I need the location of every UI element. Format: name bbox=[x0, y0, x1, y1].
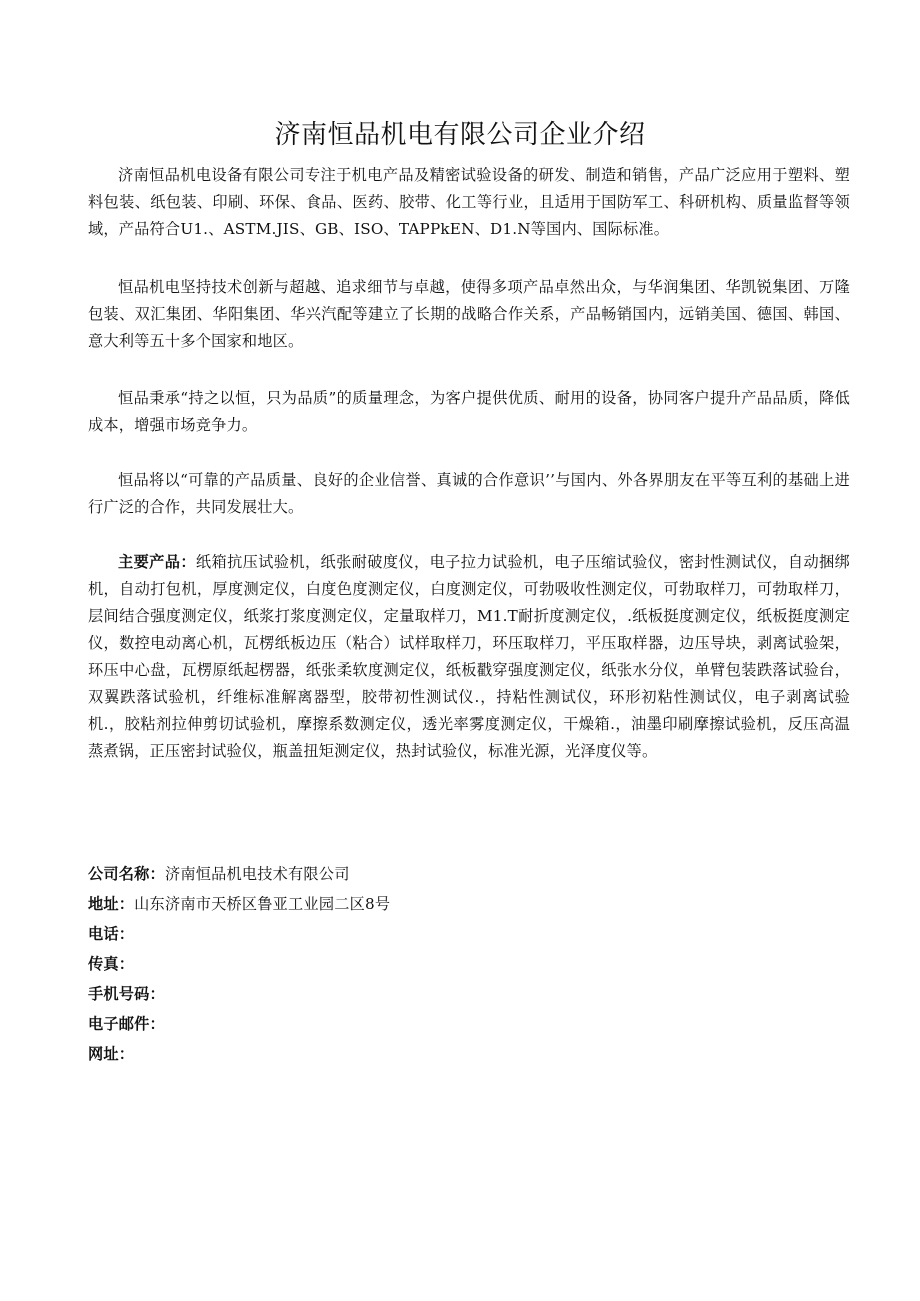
products-list: 纸箱抗压试验机，纸张耐破度仪，电子拉力试验机，电子压缩试验仪，密封性测试仪，自动捆绑机，自动打包机，厚度测定仪，白度色度测定仪，白度测定仪，可勃吸收性测定仪，可勃取样刀，可勃取样刀，层间结合强度测定仪，纸浆打浆度测定仪，定量取样刀，M1.T耐折度测定仪，.纸板挺度测定仪，纸板挺度测定仪，数控电动离心机，瓦楞纸板边压（粘合）试样取样刀，环压取样刀，平压取样器，边压导块，剥离试验架，环压中心盘，瓦楞原纸起楞器，纸张柔软度测定仪，纸板戳穿强度测定仪，纸张水分仪，单臂包装跌落试验台，双翼跌落试验机，纤维标准解离器型，胶带初性测试仪.，持粘性测试仪，环形初粘性测试仪，电子剥离试验机.，胶粘剂拉伸剪切试验机，摩擦系数测定仪，透光率雾度测定仪，干燥箱.，油墨印刷摩擦试验机，反压高温蒸煮锅，正压密封试验仪，瓶盖扭矩测定仪，热封试验仪，标准光源，光泽度仪等。 bbox=[88, 553, 851, 760]
website-line bbox=[88, 1039, 850, 1069]
address-line bbox=[88, 889, 850, 919]
quality-paragraph: 恒品秉承“持之以恒，只为品质”的质量理念，为客户提供优质、耐用的设备，协同客户提升产品品质，降低成本，增强市场竞争力。 bbox=[88, 389, 850, 434]
mobile-label: 手机号码： bbox=[88, 985, 165, 1003]
fax-label: 传真： bbox=[88, 955, 135, 973]
website-label: 网址： bbox=[88, 1045, 135, 1063]
mobile-line bbox=[88, 979, 850, 1009]
intro-paragraph: 济南恒品机电设备有限公司专注于机电产品及精密试验设备的研发、制造和销售，产品广泛应用于塑料、塑料包装、纸包装、印刷、环保、食品、医药、胶带、化工等行业，且适用于国防军工、科研机构、质量监督等领域，产品符合U1.、ASTM.JIS、GB、ISO、TAPPkEN、D1.N等国内、国际标准。 bbox=[88, 166, 850, 238]
page-title: 济南恒品机电有限公司企业介绍 bbox=[274, 120, 646, 150]
address-value: 山东济南市天桥区鲁亚工业园二区8号 bbox=[134, 895, 391, 913]
phone-label: 电话： bbox=[88, 925, 135, 943]
fax-line bbox=[88, 949, 850, 979]
company-name-label: 公司名称： bbox=[88, 865, 165, 883]
email-label: 电子邮件： bbox=[88, 1015, 165, 1033]
products-label: 主要产品： bbox=[118, 553, 196, 571]
products-paragraph bbox=[88, 549, 850, 765]
phone-line bbox=[88, 919, 850, 949]
address-label: 地址： bbox=[88, 895, 135, 913]
company-name-line bbox=[88, 859, 850, 889]
cooperation-paragraph: 恒品将以“可靠的产品质量、良好的企业信誉、真诚的合作意识’’与国内、外各界朋友在平等互利的基础上进行广泛的合作，共同发展壮大。 bbox=[88, 471, 850, 516]
contact-block bbox=[88, 859, 850, 1069]
partners-paragraph: 恒品机电坚持技术创新与超越、追求细节与卓越，使得多项产品卓然出众，与华润集团、华凯锐集团、万隆包装、双汇集团、华阳集团、华兴汽配等建立了长期的战略合作关系，产品畅销国内，远销美国、德国、韩国、意大利等五十多个国家和地区。 bbox=[88, 278, 850, 350]
email-line bbox=[88, 1009, 850, 1039]
company-name-value: 济南恒品机电技术有限公司 bbox=[164, 865, 350, 883]
